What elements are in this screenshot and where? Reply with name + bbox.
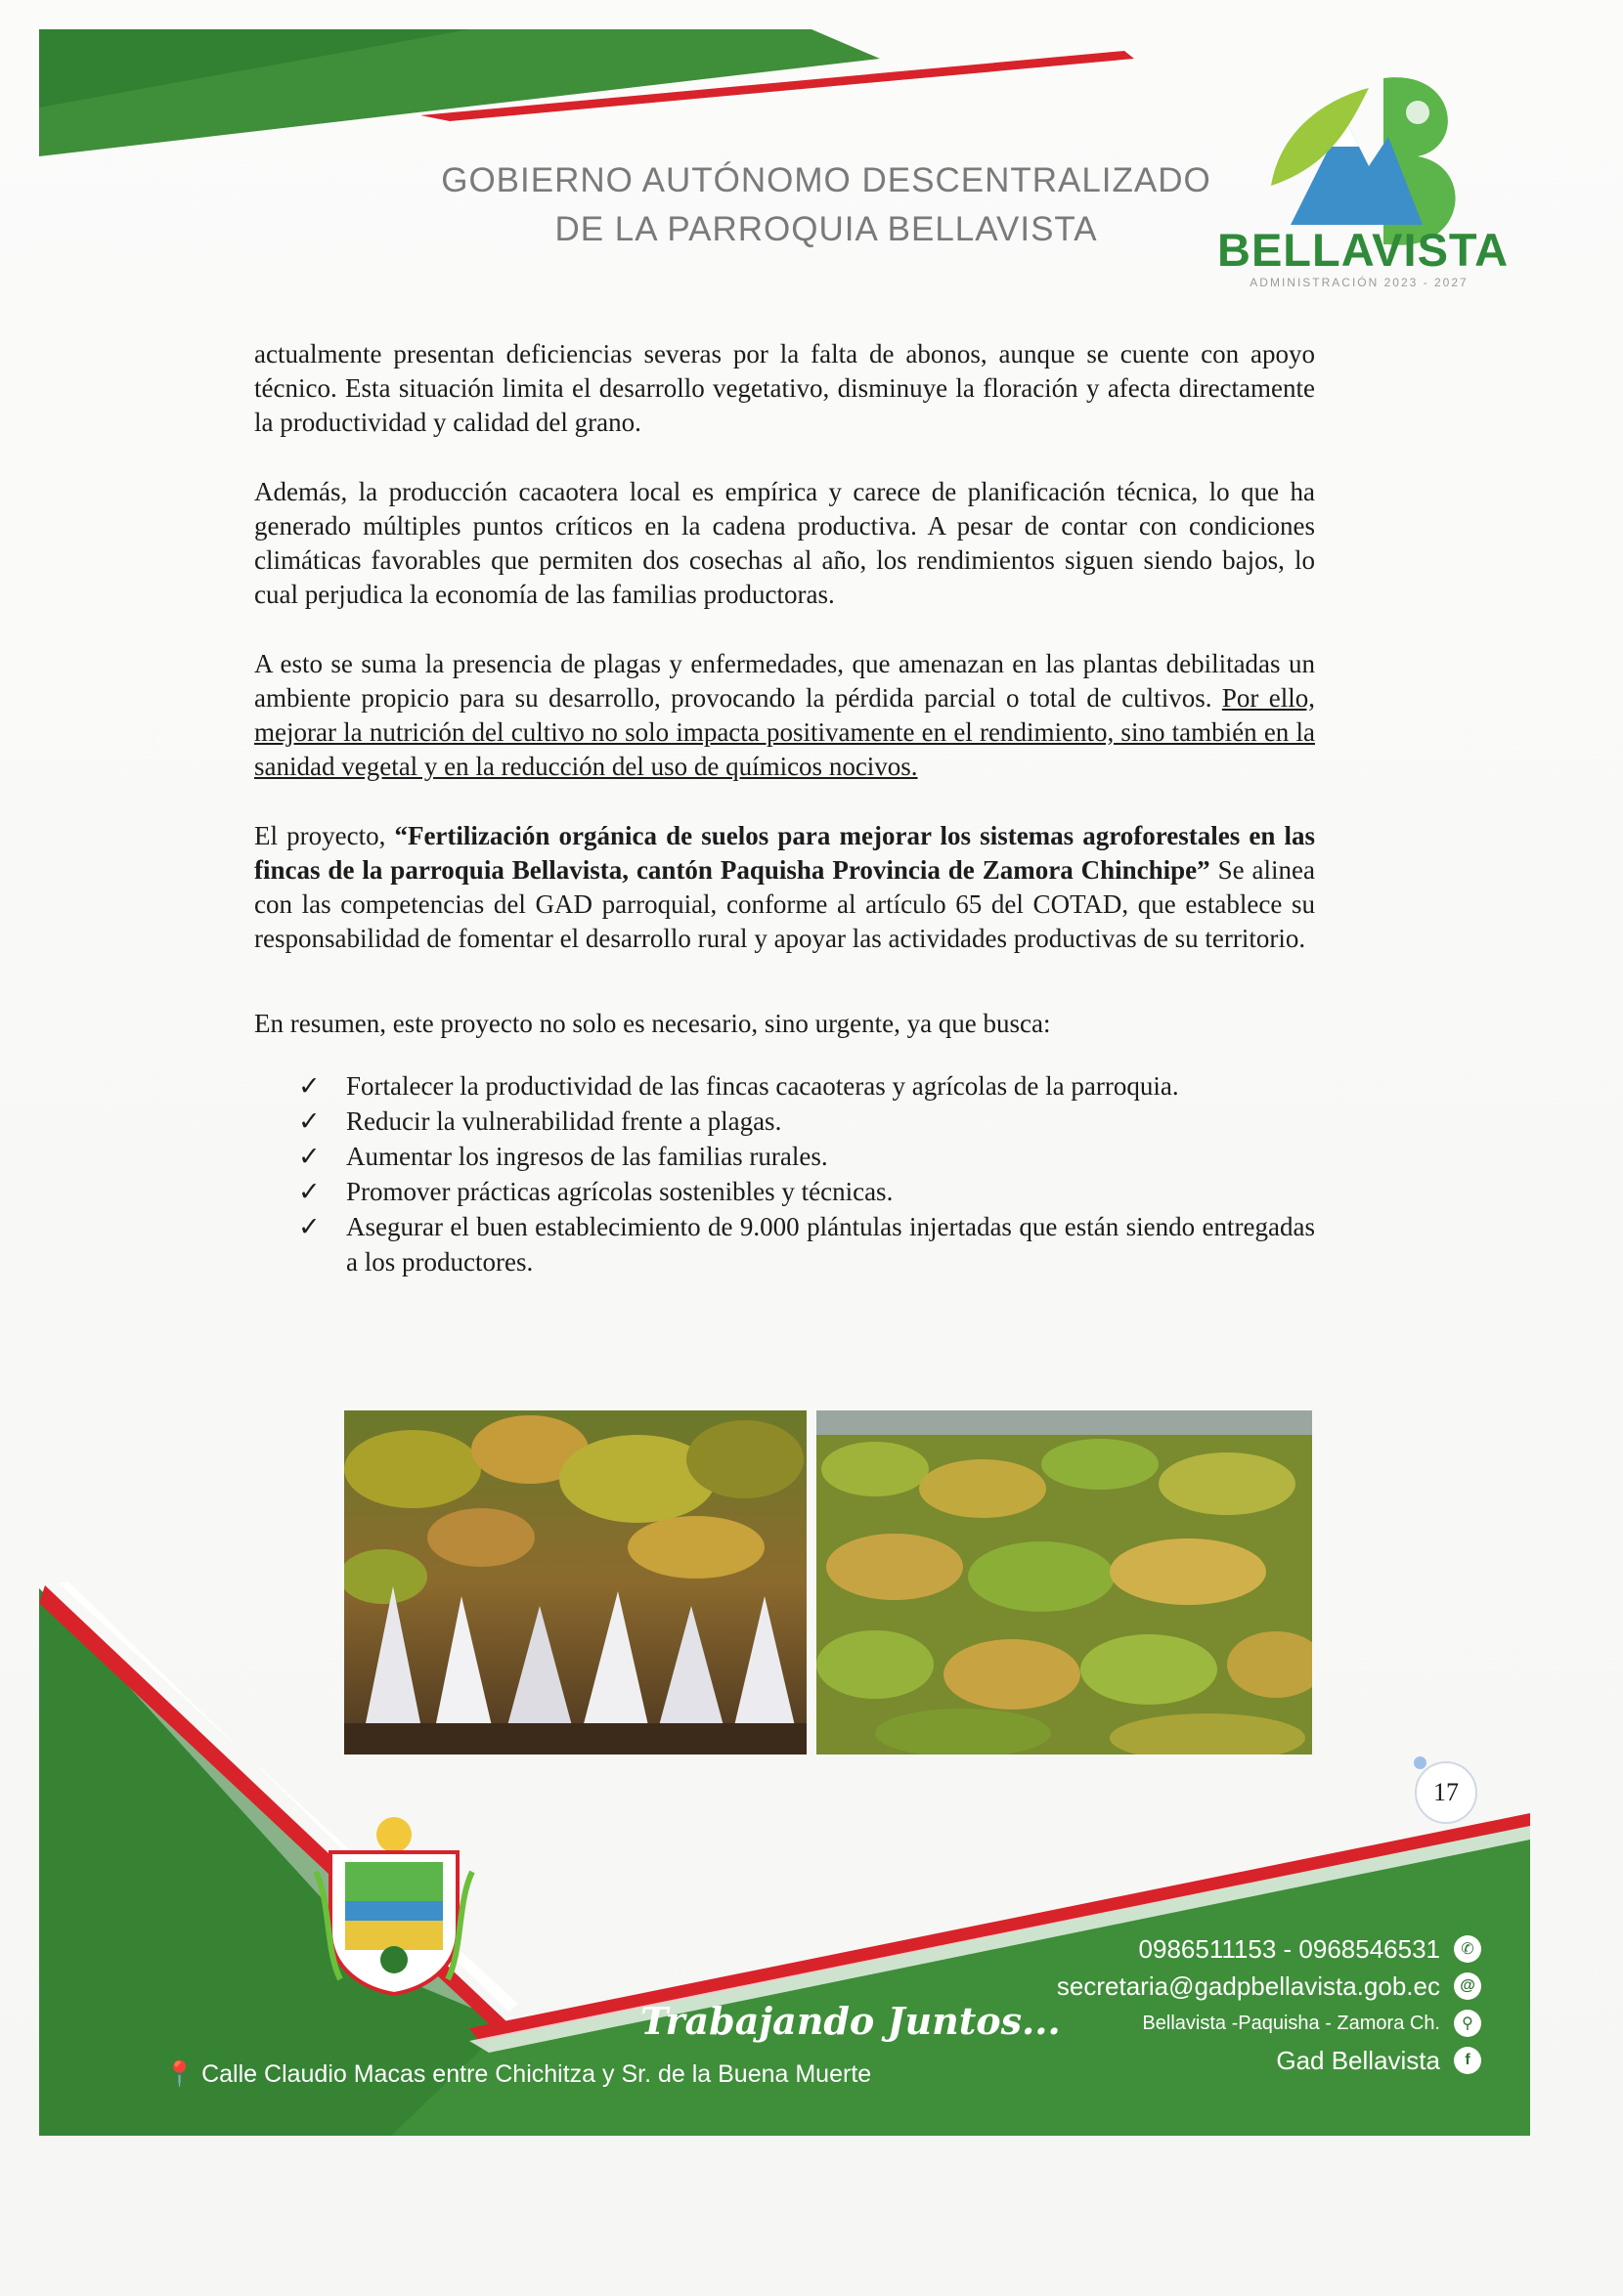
- address-text: Calle Claudio Macas entre Chichitza y Sr. de la Buena Muerte: [201, 2060, 872, 2088]
- list-item: ✓ Fortalecer la productividad de las fincas cacaoteras y agrícolas de la parroquia.: [298, 1068, 1315, 1104]
- check-icon: ✓: [298, 1071, 321, 1101]
- page-number: 17: [1415, 1761, 1477, 1824]
- check-icon: ✓: [298, 1177, 321, 1206]
- paragraph-4-lead: El proyecto,: [254, 821, 395, 850]
- check-icon: ✓: [298, 1212, 321, 1241]
- email-icon: @: [1454, 1972, 1481, 2000]
- page-number-dot: [1414, 1756, 1426, 1769]
- brand-subtitle: ADMINISTRACIÓN 2023 - 2027: [1250, 276, 1469, 289]
- facebook-icon: f: [1454, 2047, 1481, 2074]
- paragraph-3-underlined: Por ello, mejorar la nutrición del cultivo no solo impacta positivamente en el rendimiento, sino también en la sanidad vegetal y en la reducción del uso de químicos nocivos.: [254, 683, 1316, 781]
- phone-icon: ✆: [1454, 1935, 1481, 1963]
- parish-crest: [311, 1813, 477, 1999]
- location-text: Bellavista -Paquisha - Zamora Ch.: [1142, 2012, 1440, 2034]
- brand-name: BELLAVISTA: [1217, 224, 1510, 276]
- title-line-2: DE LA PARROQUIA BELLAVISTA: [554, 210, 1098, 248]
- footer-slogan: Trabajando Juntos...: [640, 1999, 1061, 2043]
- list-item: ✓ Promover prácticas agrícolas sostenibles y técnicas.: [298, 1174, 1315, 1209]
- phone-text: 0986511153 - 0968546531: [1138, 1933, 1440, 1964]
- check-icon: ✓: [298, 1106, 321, 1136]
- contact-location: [1057, 2005, 1481, 2042]
- location-pin-icon: 📍: [164, 2060, 196, 2088]
- facebook-text: Gad Bellavista: [1276, 2045, 1440, 2075]
- paragraph-2: Además, la producción cacaotera local es empírica y carece de planificación técnica, lo que ha generado múltiples puntos críticos en la cadena productiva. A pesar de contar con condiciones climáticas favorables que permiten dos cosechas al año, los rendimientos siguen siendo bajos, lo cual perjudica la economía de las familias productoras.: [254, 477, 1315, 609]
- email-text: secretaria@gadpbellavista.gob.ec: [1056, 1971, 1440, 2001]
- document-body: [254, 337, 1315, 1279]
- paragraph-4-rest: Se alinea con las competencias del GAD parroquial, conforme al artículo 65 del COTAD, que establece su responsabilidad de fomentar el desarrollo rural y apoyar las actividades productivas de su territorio.: [254, 855, 1315, 953]
- project-title: “Fertilización orgánica de suelos para mejorar los sistemas agroforestales en las fincas de la parroquia Bellavista, cantón Paquisha Provincia de Zamora Chinchipe”: [254, 821, 1315, 885]
- footer-address: [164, 2060, 871, 2089]
- check-icon: ✓: [298, 1142, 321, 1171]
- list-item: ✓ Aumentar los ingresos de las familias rurales.: [298, 1139, 1315, 1174]
- paragraph-3: [254, 647, 1315, 784]
- paragraph-5: En resumen, este proyecto no solo es necesario, sino urgente, ya que busca:: [254, 1009, 1051, 1038]
- contact-email[interactable]: [1057, 1968, 1481, 2005]
- title-line-1: GOBIERNO AUTÓNOMO DESCENTRALIZADO: [441, 161, 1211, 199]
- contact-phone: [1057, 1930, 1481, 1968]
- paragraph-4: [254, 819, 1315, 956]
- list-item: ✓ Asegurar el buen establecimiento de 9.000 plántulas injertadas que están siendo entregadas a los productores.: [298, 1209, 1315, 1279]
- paragraph-1: actualmente presentan deficiencias severas por la falta de abonos, aunque se cuente con apoyo técnico. Esta situación limita el desarrollo vegetativo, disminuye la floración y afecta directamente la productividad y calidad del grano.: [254, 339, 1315, 437]
- footer-contacts: [1057, 1930, 1481, 2079]
- objectives-list: [254, 1068, 1315, 1279]
- government-title: [386, 156, 1266, 254]
- paragraph-3-text: A esto se suma la presencia de plagas y enfermedades, que amenazan en las plantas debilitadas un ambiente propicio para su desarrollo, provocando la pérdida parcial o total de cultivos.: [254, 649, 1315, 713]
- location-icon: ⚲: [1454, 2010, 1481, 2037]
- contact-facebook[interactable]: [1057, 2042, 1481, 2079]
- list-item: ✓ Reducir la vulnerabilidad frente a plagas.: [298, 1104, 1315, 1139]
